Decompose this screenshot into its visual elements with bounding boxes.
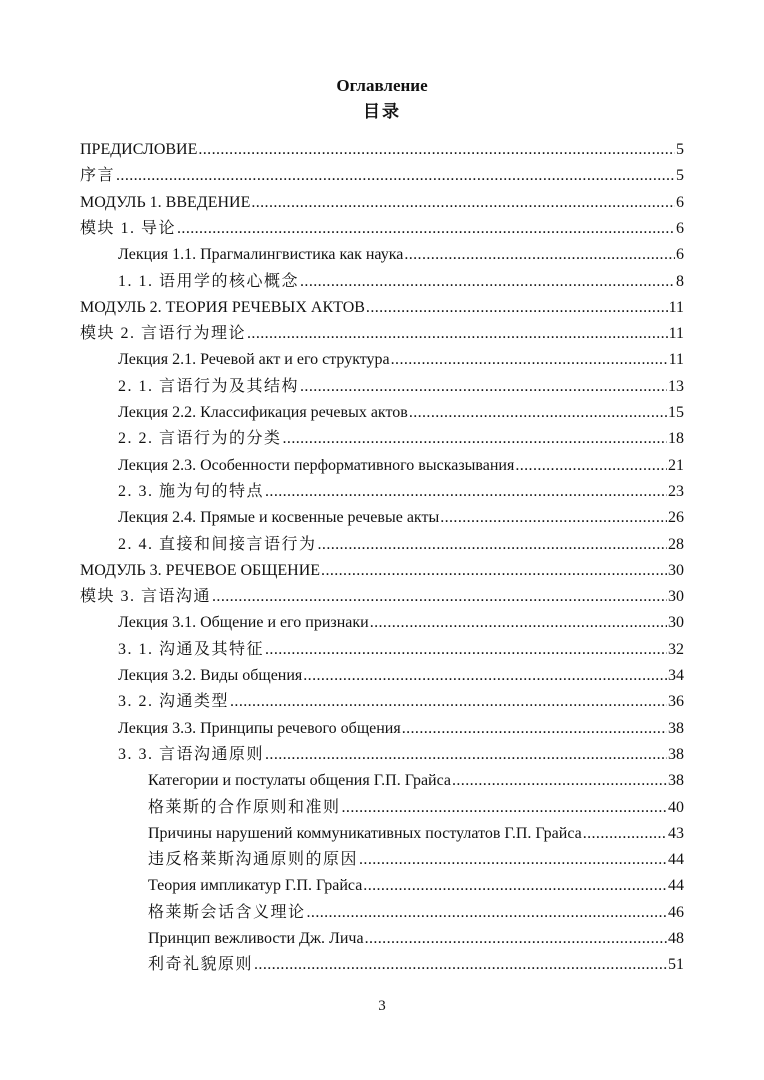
- dot-leader: [265, 745, 667, 765]
- toc-entry[interactable]: [118, 272, 684, 292]
- toc-entry-page: 6: [676, 246, 684, 264]
- toc-entry-page: 26: [668, 509, 684, 527]
- toc-entry-label: Теория импликатур Г.П. Грайса: [148, 877, 363, 895]
- toc-entry-page: 21: [668, 456, 684, 474]
- toc-entry[interactable]: [148, 903, 684, 923]
- dot-leader: [116, 166, 675, 186]
- dot-leader: [452, 771, 667, 791]
- toc-entry[interactable]: [80, 561, 684, 581]
- toc-entry-label: ПРЕДИСЛОВИЕ: [80, 141, 198, 158]
- toc-entry[interactable]: [118, 535, 684, 555]
- toc-entry-page: 51: [668, 956, 684, 974]
- dot-leader: [321, 561, 667, 581]
- toc-entry-label: 模块 3. 言语沟通: [80, 588, 212, 606]
- toc-entry-label: Лекция 2.2. Классификация речевых актов: [118, 404, 408, 421]
- toc-entry[interactable]: [118, 640, 684, 660]
- toc-entry[interactable]: [118, 482, 684, 502]
- toc-entry[interactable]: [118, 377, 684, 397]
- toc-entry-label: 1. 1. 语用学的核心概念: [118, 272, 300, 290]
- dot-leader: [212, 587, 667, 607]
- toc-entry[interactable]: [80, 193, 684, 213]
- dot-leader: [177, 219, 675, 239]
- dot-leader: [318, 535, 667, 555]
- toc-entry[interactable]: [80, 219, 684, 239]
- toc-entry[interactable]: [148, 798, 684, 818]
- dot-leader: [515, 456, 667, 476]
- toc-entry-page: 40: [668, 798, 684, 816]
- toc-entry-page: 11: [668, 298, 684, 316]
- toc-entry-page: 30: [668, 561, 684, 579]
- toc-entry-page: 23: [668, 482, 684, 500]
- toc-entry[interactable]: [148, 876, 684, 896]
- toc-entry-page: 15: [668, 404, 684, 421]
- toc-entry-page: 30: [668, 588, 684, 606]
- toc-entry[interactable]: [118, 692, 684, 712]
- toc-entry-label: 格莱斯的合作原则和准则: [148, 798, 341, 816]
- toc-entry-label: 2. 1. 言语行为及其结构: [118, 377, 300, 395]
- toc-entry-label: 3. 1. 沟通及其特征: [118, 640, 265, 658]
- toc-entry-page: 44: [668, 851, 684, 869]
- toc-entry-label: 3. 2. 沟通类型: [118, 693, 230, 711]
- dot-leader: [402, 719, 667, 739]
- dot-leader: [254, 955, 667, 975]
- toc-entry[interactable]: [148, 771, 684, 791]
- toc-entry-label: Лекция 1.1. Прагмалингвистика как наука: [118, 246, 404, 264]
- toc-entry-page: 30: [668, 614, 684, 632]
- dot-leader: [365, 929, 667, 949]
- dot-leader: [342, 798, 667, 818]
- toc-entry-page: 13: [668, 377, 684, 395]
- toc-entry[interactable]: [80, 324, 684, 344]
- toc-entry[interactable]: [148, 824, 684, 844]
- toc-entry-label: Лекция 2.4. Прямые и косвенные речевые акты: [118, 509, 440, 527]
- toc-title-chinese: 目录: [363, 102, 401, 121]
- toc-entry[interactable]: [118, 613, 684, 633]
- toc-entry-page: 48: [668, 930, 684, 947]
- toc-entry[interactable]: [118, 350, 684, 370]
- dot-leader: [359, 850, 667, 870]
- toc-entry-page: 6: [676, 193, 684, 211]
- toc-entry[interactable]: [148, 955, 684, 975]
- dot-leader: [300, 377, 667, 397]
- toc-entry[interactable]: [118, 508, 684, 528]
- toc-entry[interactable]: [118, 429, 684, 449]
- toc-entry[interactable]: [118, 745, 684, 765]
- toc-entry-page: 34: [668, 667, 684, 684]
- toc-entry[interactable]: [80, 140, 684, 160]
- toc-entry-page: 38: [668, 772, 684, 790]
- toc-entry-page: 46: [668, 903, 684, 921]
- toc-entry[interactable]: [118, 403, 684, 423]
- toc-entry-page: 18: [668, 430, 684, 448]
- toc-entry-label: Лекция 2.1. Речевой акт и его структура: [118, 351, 390, 369]
- dot-leader: [198, 140, 675, 160]
- toc-entry-page: 5: [676, 167, 684, 185]
- toc-entry-page: 43: [668, 824, 684, 842]
- toc-entry[interactable]: [148, 850, 684, 870]
- toc-entry-label: 3. 3. 言语沟通原则: [118, 745, 265, 763]
- toc-entry-label: 格莱斯会话含义理论: [148, 903, 306, 921]
- toc-entry-label: 2. 4. 直接和间接言语行为: [118, 535, 317, 553]
- toc-entry[interactable]: [118, 456, 684, 476]
- toc-entry-page: 44: [668, 877, 684, 895]
- toc-entry-label: Лекция 3.3. Принципы речевого общения: [118, 719, 401, 737]
- toc-entry[interactable]: [148, 929, 684, 949]
- toc-entry-page: 36: [668, 693, 684, 711]
- page-number: 3: [378, 998, 386, 1014]
- dot-leader: [265, 482, 667, 502]
- toc-entry-label: Принцип вежливости Дж. Лича: [148, 930, 364, 947]
- toc-entry-label: 2. 3. 施为句的特点: [118, 482, 265, 500]
- toc-entry-page: 11: [668, 351, 684, 369]
- dot-leader: [230, 692, 667, 712]
- toc-entry-page: 11: [668, 325, 684, 343]
- toc-entry[interactable]: [118, 719, 684, 739]
- dot-leader: [283, 429, 667, 449]
- toc-entry-label: 违反格莱斯沟通原则的原因: [148, 851, 359, 869]
- dot-leader: [251, 193, 675, 213]
- toc-entry[interactable]: [118, 666, 684, 686]
- dot-leader: [247, 324, 668, 344]
- toc-entry[interactable]: [118, 245, 684, 265]
- toc-entry-page: 38: [668, 745, 684, 763]
- toc-entry[interactable]: [80, 298, 684, 318]
- toc-entry-label: Причины нарушений коммуникативных постулатов Г.П. Грайса: [148, 824, 582, 842]
- dot-leader: [265, 640, 667, 660]
- toc-entry-label: МОДУЛЬ 1. ВВЕДЕНИЕ: [80, 193, 251, 211]
- dot-leader: [409, 403, 667, 423]
- toc-entry-label: Лекция 3.2. Виды общения: [118, 667, 303, 684]
- toc-entry-page: 38: [668, 719, 684, 737]
- toc-entry-label: 序言: [80, 167, 116, 185]
- toc-entry-label: 模块 2. 言语行为理论: [80, 325, 247, 343]
- dot-leader: [300, 272, 675, 292]
- toc-entry[interactable]: [80, 166, 684, 186]
- dot-leader: [363, 876, 667, 896]
- toc-entry-page: 5: [676, 141, 684, 158]
- dot-leader: [303, 666, 667, 686]
- toc-entry-page: 8: [676, 272, 684, 290]
- toc-entry-label: Лекция 3.1. Общение и его признаки: [118, 614, 369, 632]
- toc-entry-label: МОДУЛЬ 2. ТЕОРИЯ РЕЧЕВЫХ АКТОВ: [80, 298, 365, 316]
- dot-leader: [366, 298, 668, 318]
- toc-entry-label: 模块 1. 导论: [80, 219, 177, 237]
- dot-leader: [370, 613, 667, 633]
- toc-title-russian: Оглавление: [336, 76, 428, 95]
- dot-leader: [391, 350, 668, 370]
- dot-leader: [307, 903, 667, 923]
- toc-entry-label: Лекция 2.3. Особенности перформативного высказывания: [118, 456, 515, 474]
- dot-leader: [583, 824, 667, 844]
- toc-entry-label: 2. 2. 言语行为的分类: [118, 430, 282, 448]
- toc-entry-page: 6: [676, 219, 684, 237]
- toc-entry-page: 32: [668, 640, 684, 658]
- dot-leader: [404, 245, 675, 265]
- dot-leader: [440, 508, 667, 528]
- toc-entry-label: Категории и постулаты общения Г.П. Грайса: [148, 772, 451, 790]
- toc-entry-label: МОДУЛЬ 3. РЕЧЕВОЕ ОБЩЕНИЕ: [80, 561, 321, 579]
- toc-entry-label: 利奇礼貌原则: [148, 956, 254, 974]
- toc-entry[interactable]: [80, 587, 684, 607]
- toc-entry-page: 28: [668, 535, 684, 553]
